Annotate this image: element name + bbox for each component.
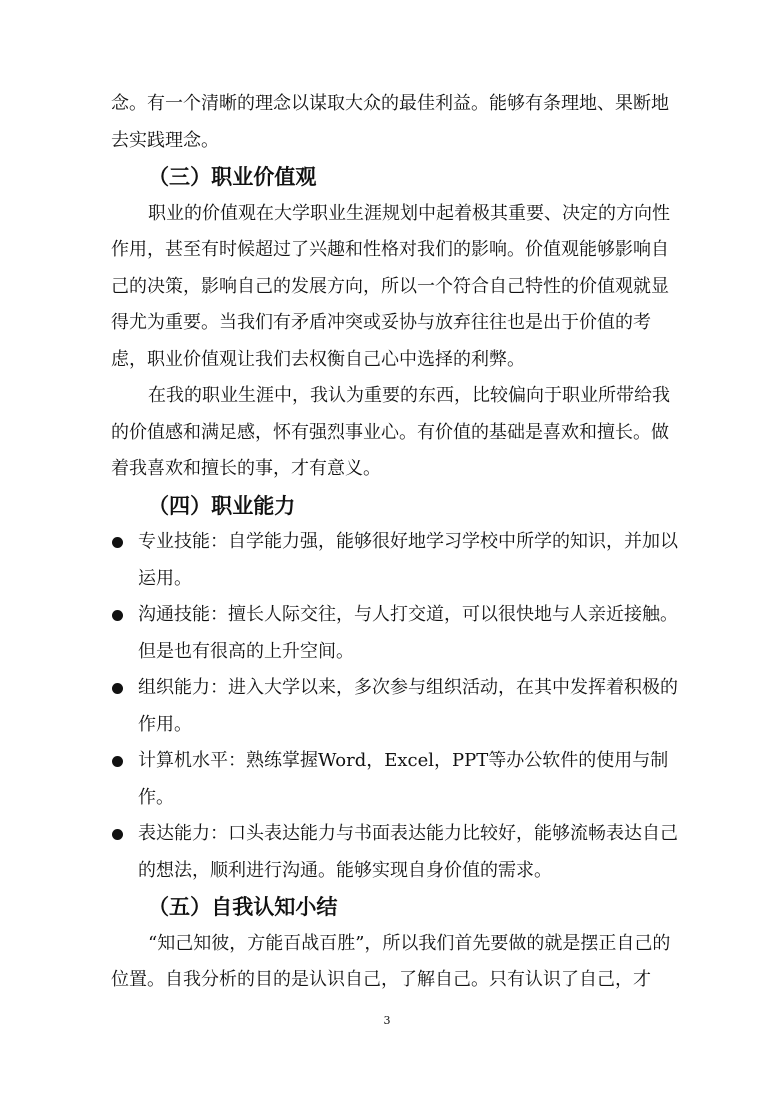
section-heading-values: （三）职业价值观 bbox=[148, 164, 317, 189]
bullet-icon bbox=[112, 829, 123, 840]
list-item-text: 表达能力：口头表达能力与书面表达能力比较好，能够流畅表达自己的想法，顺利进行沟通。能够实现自身价值的需求。 bbox=[138, 823, 678, 881]
list-item-text: 组织能力：进入大学以来，多次参与组织活动，在其中发挥着积极的作用。 bbox=[138, 677, 678, 735]
list-item bbox=[111, 816, 681, 889]
list-item bbox=[111, 670, 681, 743]
page-number: 3 bbox=[383, 1014, 391, 1027]
bullet-icon bbox=[112, 756, 123, 767]
bullet-icon bbox=[112, 537, 123, 548]
list-item bbox=[111, 597, 681, 670]
list-item-text: 计算机水平：熟练掌握Word，Excel，PPT等办公软件的使用与制作。 bbox=[138, 750, 669, 808]
values-paragraph-1: 职业的价值观在大学职业生涯规划中起着极其重要、决定的方向性作用，甚至有时候超过了兴趣和性格对我们的影响。价值观能够影响自己的决策，影响自己的发展方向，所以一个符合自己特性的价值观就显得尤为重要。当我们有矛盾冲突或妥协与放弃往往也是出于价值的考虑，职业价值观让我们去权衡自己心中选择的利弊。 bbox=[111, 202, 670, 370]
list-item bbox=[111, 524, 681, 597]
list-item-text: 沟通技能：擅长人际交往，与人打交道，可以很快地与人亲近接触。但是也有很高的上升空间。 bbox=[138, 604, 678, 662]
summary-paragraph: “知己知彼，方能百战百胜”，所以我们首先要做的就是摆正自己的位置。自我分析的目的是认识自己，了解自己。只有认识了自己，才 bbox=[111, 932, 671, 990]
values-paragraph-2: 在我的职业生涯中，我认为重要的东西，比较偏向于职业所带给我的价值感和满足感，怀有强烈事业心。有价值的基础是喜欢和擅长。做着我喜欢和擅长的事，才有意义。 bbox=[111, 385, 670, 479]
page-body bbox=[111, 86, 681, 999]
continuation-paragraph: 念。有一个清晰的理念以谋取大众的最佳利益。能够有条理地、果断地去实践理念。 bbox=[111, 93, 669, 151]
list-item bbox=[111, 743, 681, 816]
bullet-icon bbox=[112, 610, 123, 621]
section-heading-abilities: （四）职业能力 bbox=[148, 492, 296, 518]
list-item-text: 专业技能：自学能力强，能够很好地学习学校中所学的知识，并加以运用。 bbox=[138, 531, 678, 589]
section-heading-summary: （五）自我认知小结 bbox=[148, 894, 338, 919]
bullet-icon bbox=[112, 683, 123, 694]
abilities-list bbox=[111, 524, 681, 889]
